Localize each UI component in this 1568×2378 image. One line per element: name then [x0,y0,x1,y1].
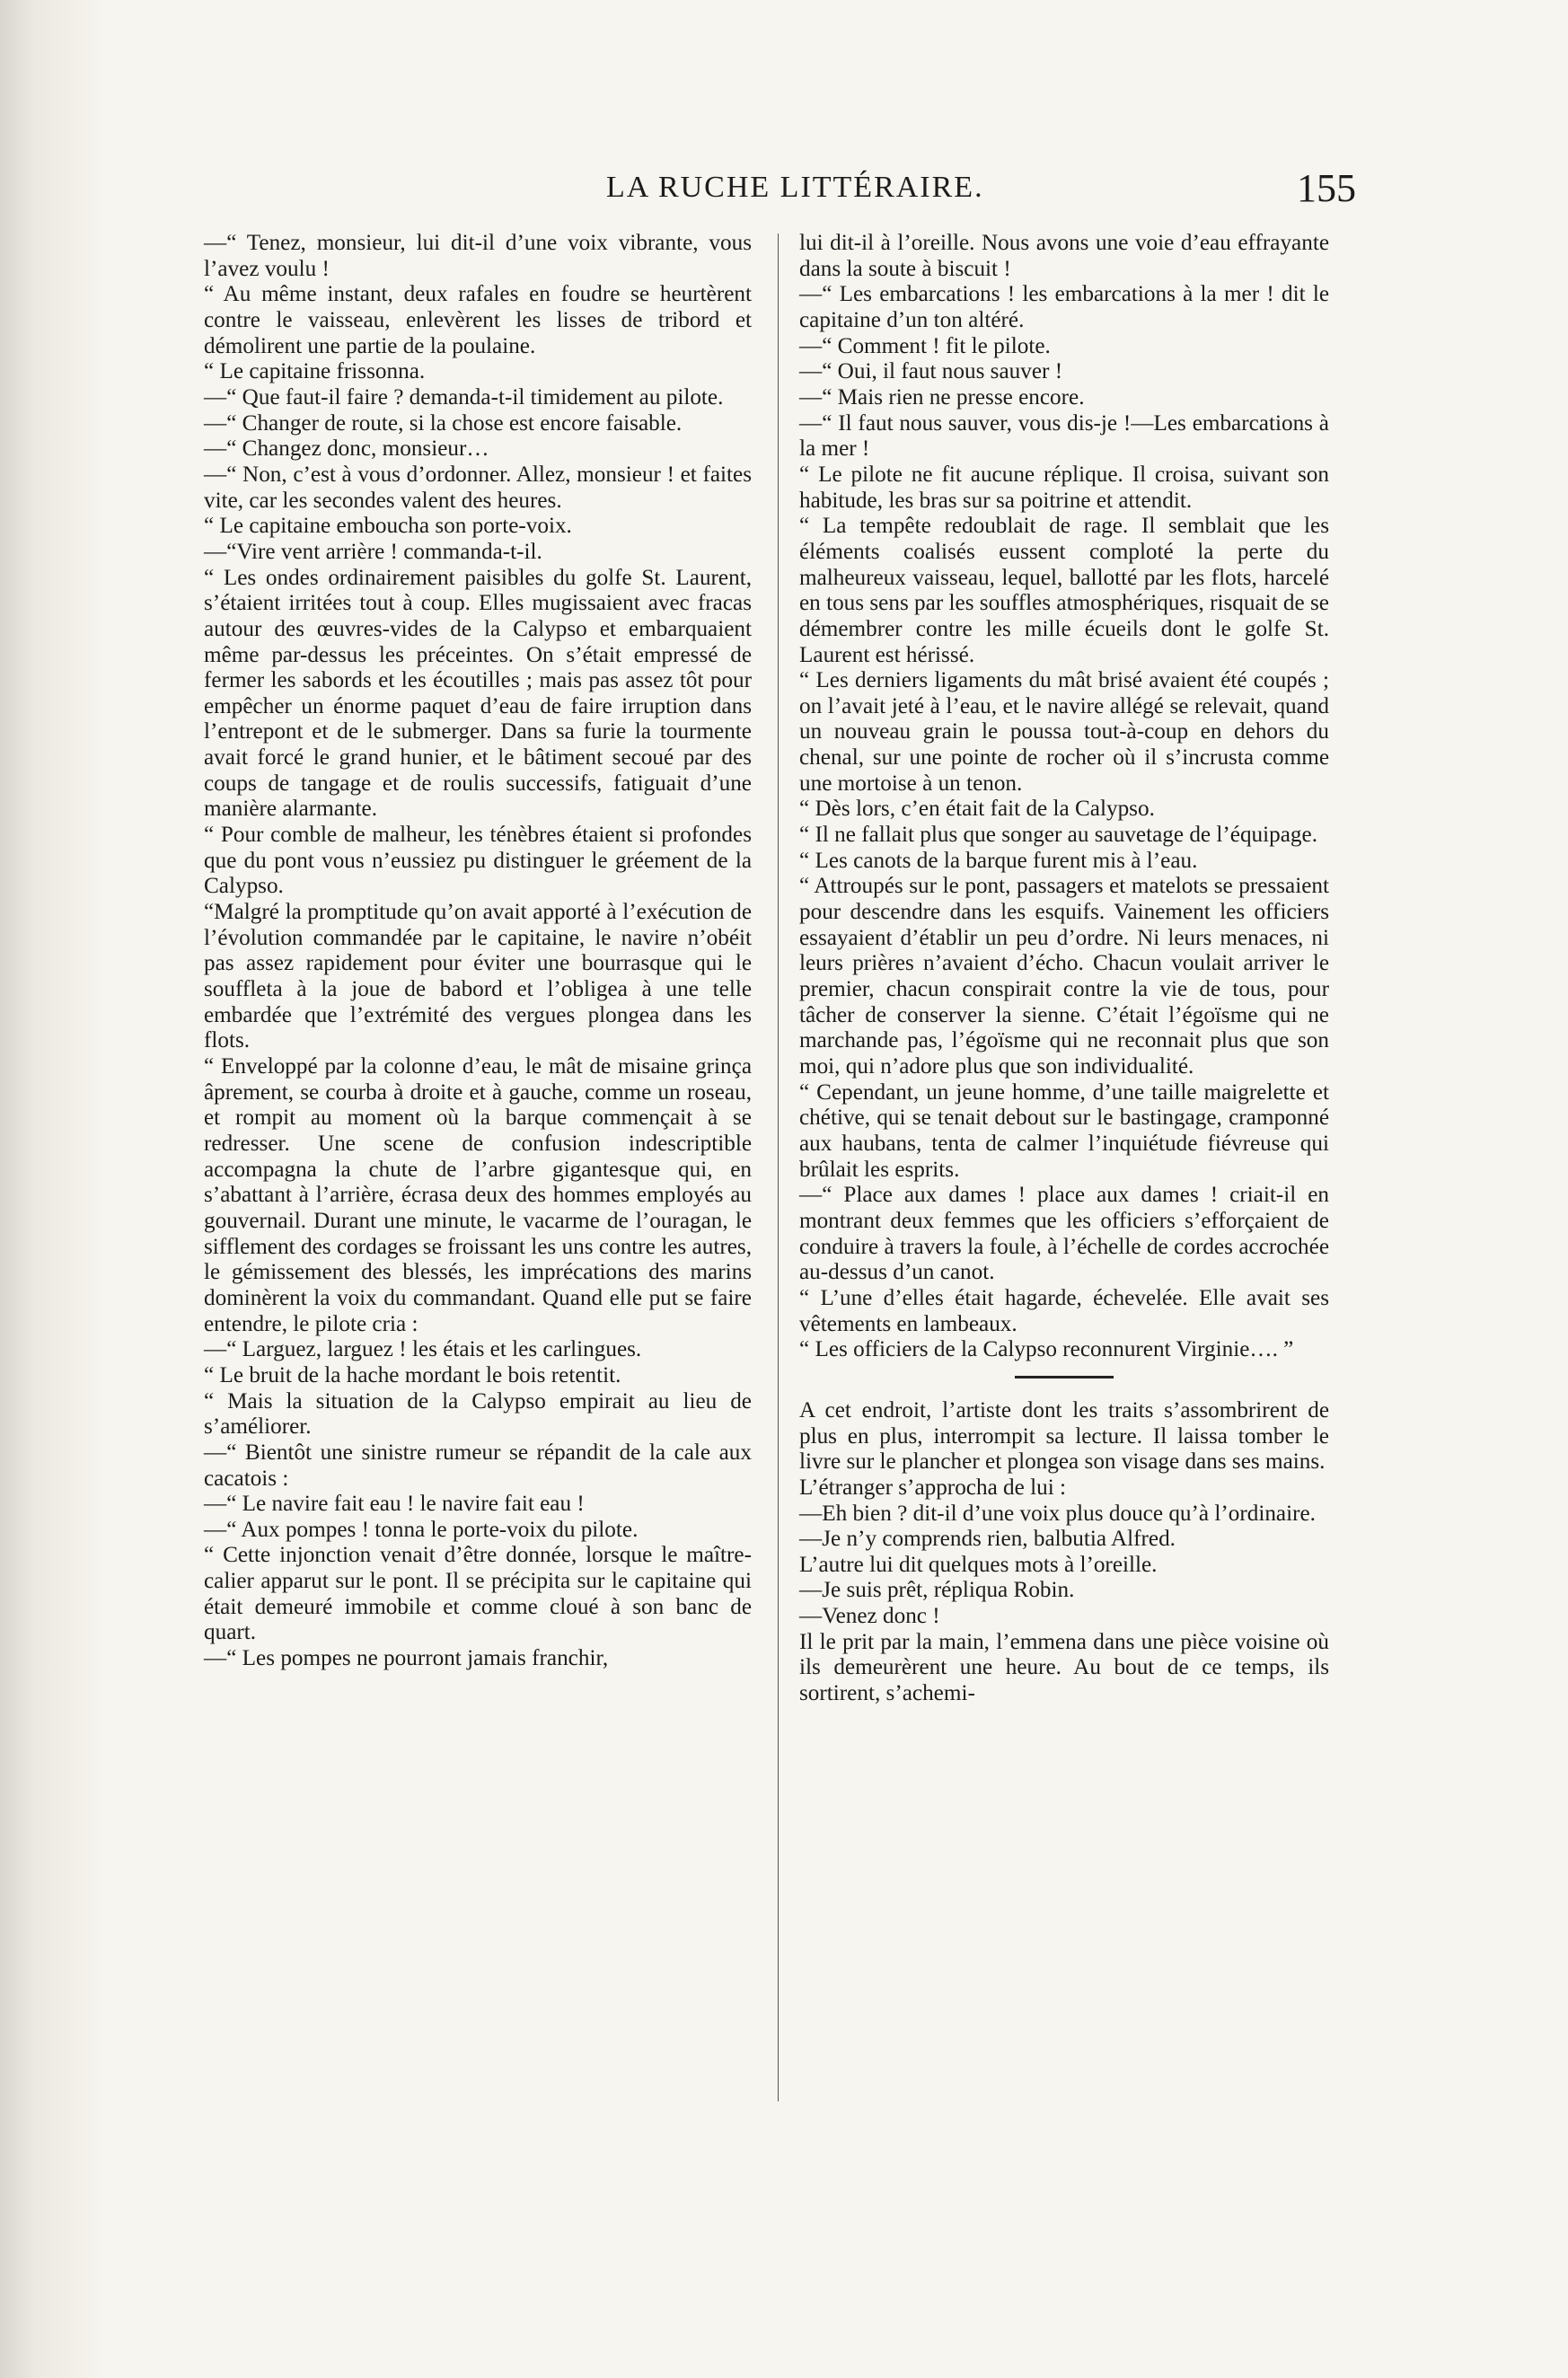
paragraph: —“ Non, c’est à vous d’ordonner. Allez, monsieur ! et faites vite, car les secondes valent des heures. [204,462,752,513]
running-header [198,166,1356,216]
paragraph: —Je suis prêt, répliqua Robin. [799,1578,1075,1603]
paragraph: —“ Il faut nous sauver, vous dis-je !—Les embarcations à la mer ! [799,410,1329,462]
paragraph: —“ Mais rien ne presse encore. [799,384,1085,410]
paragraph: —“ Le navire fait eau ! le navire fait eau ! [204,1492,585,1517]
paragraph: “ L’une d’elles était hagarde, échevelée. Elle avait ses vêtements en lambeaux. [799,1285,1329,1336]
paragraph: —“ Larguez, larguez ! les étais et les carlingues. [204,1337,642,1362]
paragraph: “ Attroupés sur le pont, passagers et matelots se pressaient pour descendre dans les esquifs. Vainement les officiers essayaient d’établir un peu d’ordre. Ni leurs menaces, ni leurs prières n’avaient d’écho. Chacun voulait arriver le premier, chacun conspirait contre la vie de tous, pour tâcher de conserver la sienne. C’était l’égoïsme qui ne marchande pas, l’égoïsme qui ne reconnait plus que son moi, qui n’adore plus que son individualité. [799,874,1329,1079]
paragraph: “ Les ondes ordinairement paisibles du golfe St. Laurent, s’étaient irritées tout à coup. Elles mugissaient avec fracas autour des œuvres-vides de la Calypso et embarquaient même par-dessus les préceintes. On s’était empressé de fermer les sabords et les écoutilles ; mais pas assez tôt pour empêcher un énorme paquet d’eau de faire irruption dans l’entrepont et de le submerger. Dans sa furie la tourmente avait forcé le grand hunier, et le bâtiment secoué par des coups de tangage et de roulis successifs, fatiguait d’une manière alarmante. [204,565,752,822]
paragraph: —Eh bien ? dit-il d’une voix plus douce qu’à l’ordinaire. [799,1501,1316,1526]
paragraph: lui dit-il à l’oreille. Nous avons une voie d’eau effrayante dans la soute à biscuit ! [799,231,1329,281]
paragraph: “ Les derniers ligaments du mât brisé avaient été coupés ; on l’avait jeté à l’eau, et le navire allégé se relevait, quand un nouveau grain le poussa tout-à-coup en dehors du chenal, sur une pointe de rocher où il s’incrusta comme une mortoise à un tenon. [799,668,1329,796]
page-number: 155 [1297,166,1356,210]
paragraph: “ Mais la situation de la Calypso empirait au lieu de s’améliorer. [204,1388,752,1440]
paragraph: —Je n’y comprends rien, balbutia Alfred. [799,1527,1176,1552]
paragraph: “ Cependant, un jeune homme, d’une taille maigrelette et chétive, qui se tenait debout sur le bastingage, cramponné aux haubans, tenta de calmer l’inquiétude fiévreuse qui brûlait les esprits. [799,1079,1329,1182]
paragraph: —“ Comment ! fit le pilote. [799,333,1051,358]
paragraph: —“ Aux pompes ! tonna le porte-voix du pilote. [204,1517,639,1542]
paragraph: “ Le capitaine emboucha son porte-voix. [204,514,572,539]
paragraph: “ Pour comble de malheur, les ténèbres étaient si profondes que du pont vous n’eussiez pu distinguer le gréement de la Calypso. [204,823,752,899]
paragraph: “ Au même instant, deux rafales en foudre se heurtèrent contre le vaisseau, enlevèrent les lisses de tribord et démolirent une partie de la poulaine. [204,282,752,358]
left-column [204,231,752,1672]
paragraph: —“ Que faut-il faire ? demanda-t-il timidement au pilote. [204,384,724,410]
right-column [799,231,1329,1707]
section-rule [1015,1376,1114,1378]
paragraph: —“ Les pompes ne pourront jamais franchir, [204,1646,609,1671]
paragraph: “ Il ne fallait plus que songer au sauvetage de l’équipage. [799,823,1317,848]
paragraph: “ Dès lors, c’en était fait de la Calypso. [799,797,1155,822]
paragraph: “ Les canots de la barque furent mis à l’eau. [799,848,1198,873]
paragraph: —“Vire vent arrière ! commanda-t-il. [204,539,542,564]
paragraph: —“ Changer de route, si la chose est encore faisable. [204,410,683,436]
paragraph: L’étranger s’approcha de lui : [799,1475,1066,1500]
paragraph: —“ Place aux dames ! place aux dames ! criait-il en montrant deux femmes que les officiers s’efforçaient de conduire à travers la foule, à l’échelle de cordes accrochée au-dessus d’un canot. [799,1183,1329,1285]
paragraph: “ Le bruit de la hache mordant le bois retentit. [204,1362,621,1387]
paragraph: —Venez donc ! [799,1604,940,1629]
paragraph: “ La tempête redoublait de rage. Il semblait que les éléments coalisés eussent comploté la perte du malheureux vaisseau, lequel, ballotté par les flots, harcelé en tous sens par les souffles atmosphériques, risquait de se démembrer contre les mille écueils dont le golfe St. Laurent est hérissé. [799,514,1329,667]
page-edge-shadow [0,0,108,2378]
paragraph: L’autre lui dit quelques mots à l’oreille. [799,1552,1158,1577]
paragraph: —“ Les embarcations ! les embarcations à la mer ! dit le capitaine d’un ton altéré. [799,282,1329,332]
paragraph: A cet endroit, l’artiste dont les traits s’assombrirent de plus en plus, interrompit sa lecture. Il laissa tomber le livre sur le plancher et plongea son visage dans ses mains. [799,1397,1329,1475]
paragraph: —“ Changez donc, monsieur… [204,436,489,462]
paragraph: —“ Oui, il faut nous sauver ! [799,359,1063,384]
journal-title: LA RUCHE LITTÉRAIRE. [606,171,984,204]
paragraph: “ Le capitaine frissonna. [204,359,426,384]
paragraph: “ Les officiers de la Calypso reconnurent Virginie…. ” [799,1337,1294,1362]
paragraph: —“ Tenez, monsieur, lui dit-il d’une voix vibrante, vous l’avez voulu ! [204,231,752,281]
paragraph: “ Le pilote ne fit aucune réplique. Il croisa, suivant son habitude, les bras sur sa poitrine et attendit. [799,462,1329,513]
paragraph: “ Cette injonction venait d’être donnée, lorsque le maître-calier apparut sur le pont. Il se précipita sur le capitaine qui était demeuré immobile et comme cloué à son banc de quart. [204,1543,752,1645]
paragraph: “ Enveloppé par la colonne d’eau, le mât de misaine grinça âprement, se courba à droite et à gauche, comme un roseau, et rompit au moment où la barque commençait à se redresser. Une scene de confusion indescriptible accompagna la chute de l’arbre gigantesque qui, en s’abattant à l’arrière, écrasa deux des hommes employés au gouvernail. Durant une minute, le vacarme de l’ouragan, le sifflement des cordages se froissant les uns contre les autres, le gémissement des blessés, les imprécations des marins dominèrent la voix du commandant. Quand elle put se faire entendre, le pilote cria : [204,1054,752,1336]
paragraph: —“ Bientôt une sinistre rumeur se répandit de la cale aux cacatois : [204,1440,752,1491]
paragraph: “Malgré la promptitude qu’on avait apporté à l’exécution de l’évolution commandée par le capitaine, le navire n’obéit pas assez rapidement pour éviter une bourrasque qui le souffleta à la joue de babord et l’obligea à une telle embardée que l’extrémité des vergues plongea dans les flots. [204,900,752,1053]
paragraph: Il le prit par la main, l’emmena dans une pièce voisine où ils demeurèrent une heure. Au bout de ce temps, ils sortirent, s’achemi- [799,1629,1329,1706]
column-divider [778,233,779,2101]
